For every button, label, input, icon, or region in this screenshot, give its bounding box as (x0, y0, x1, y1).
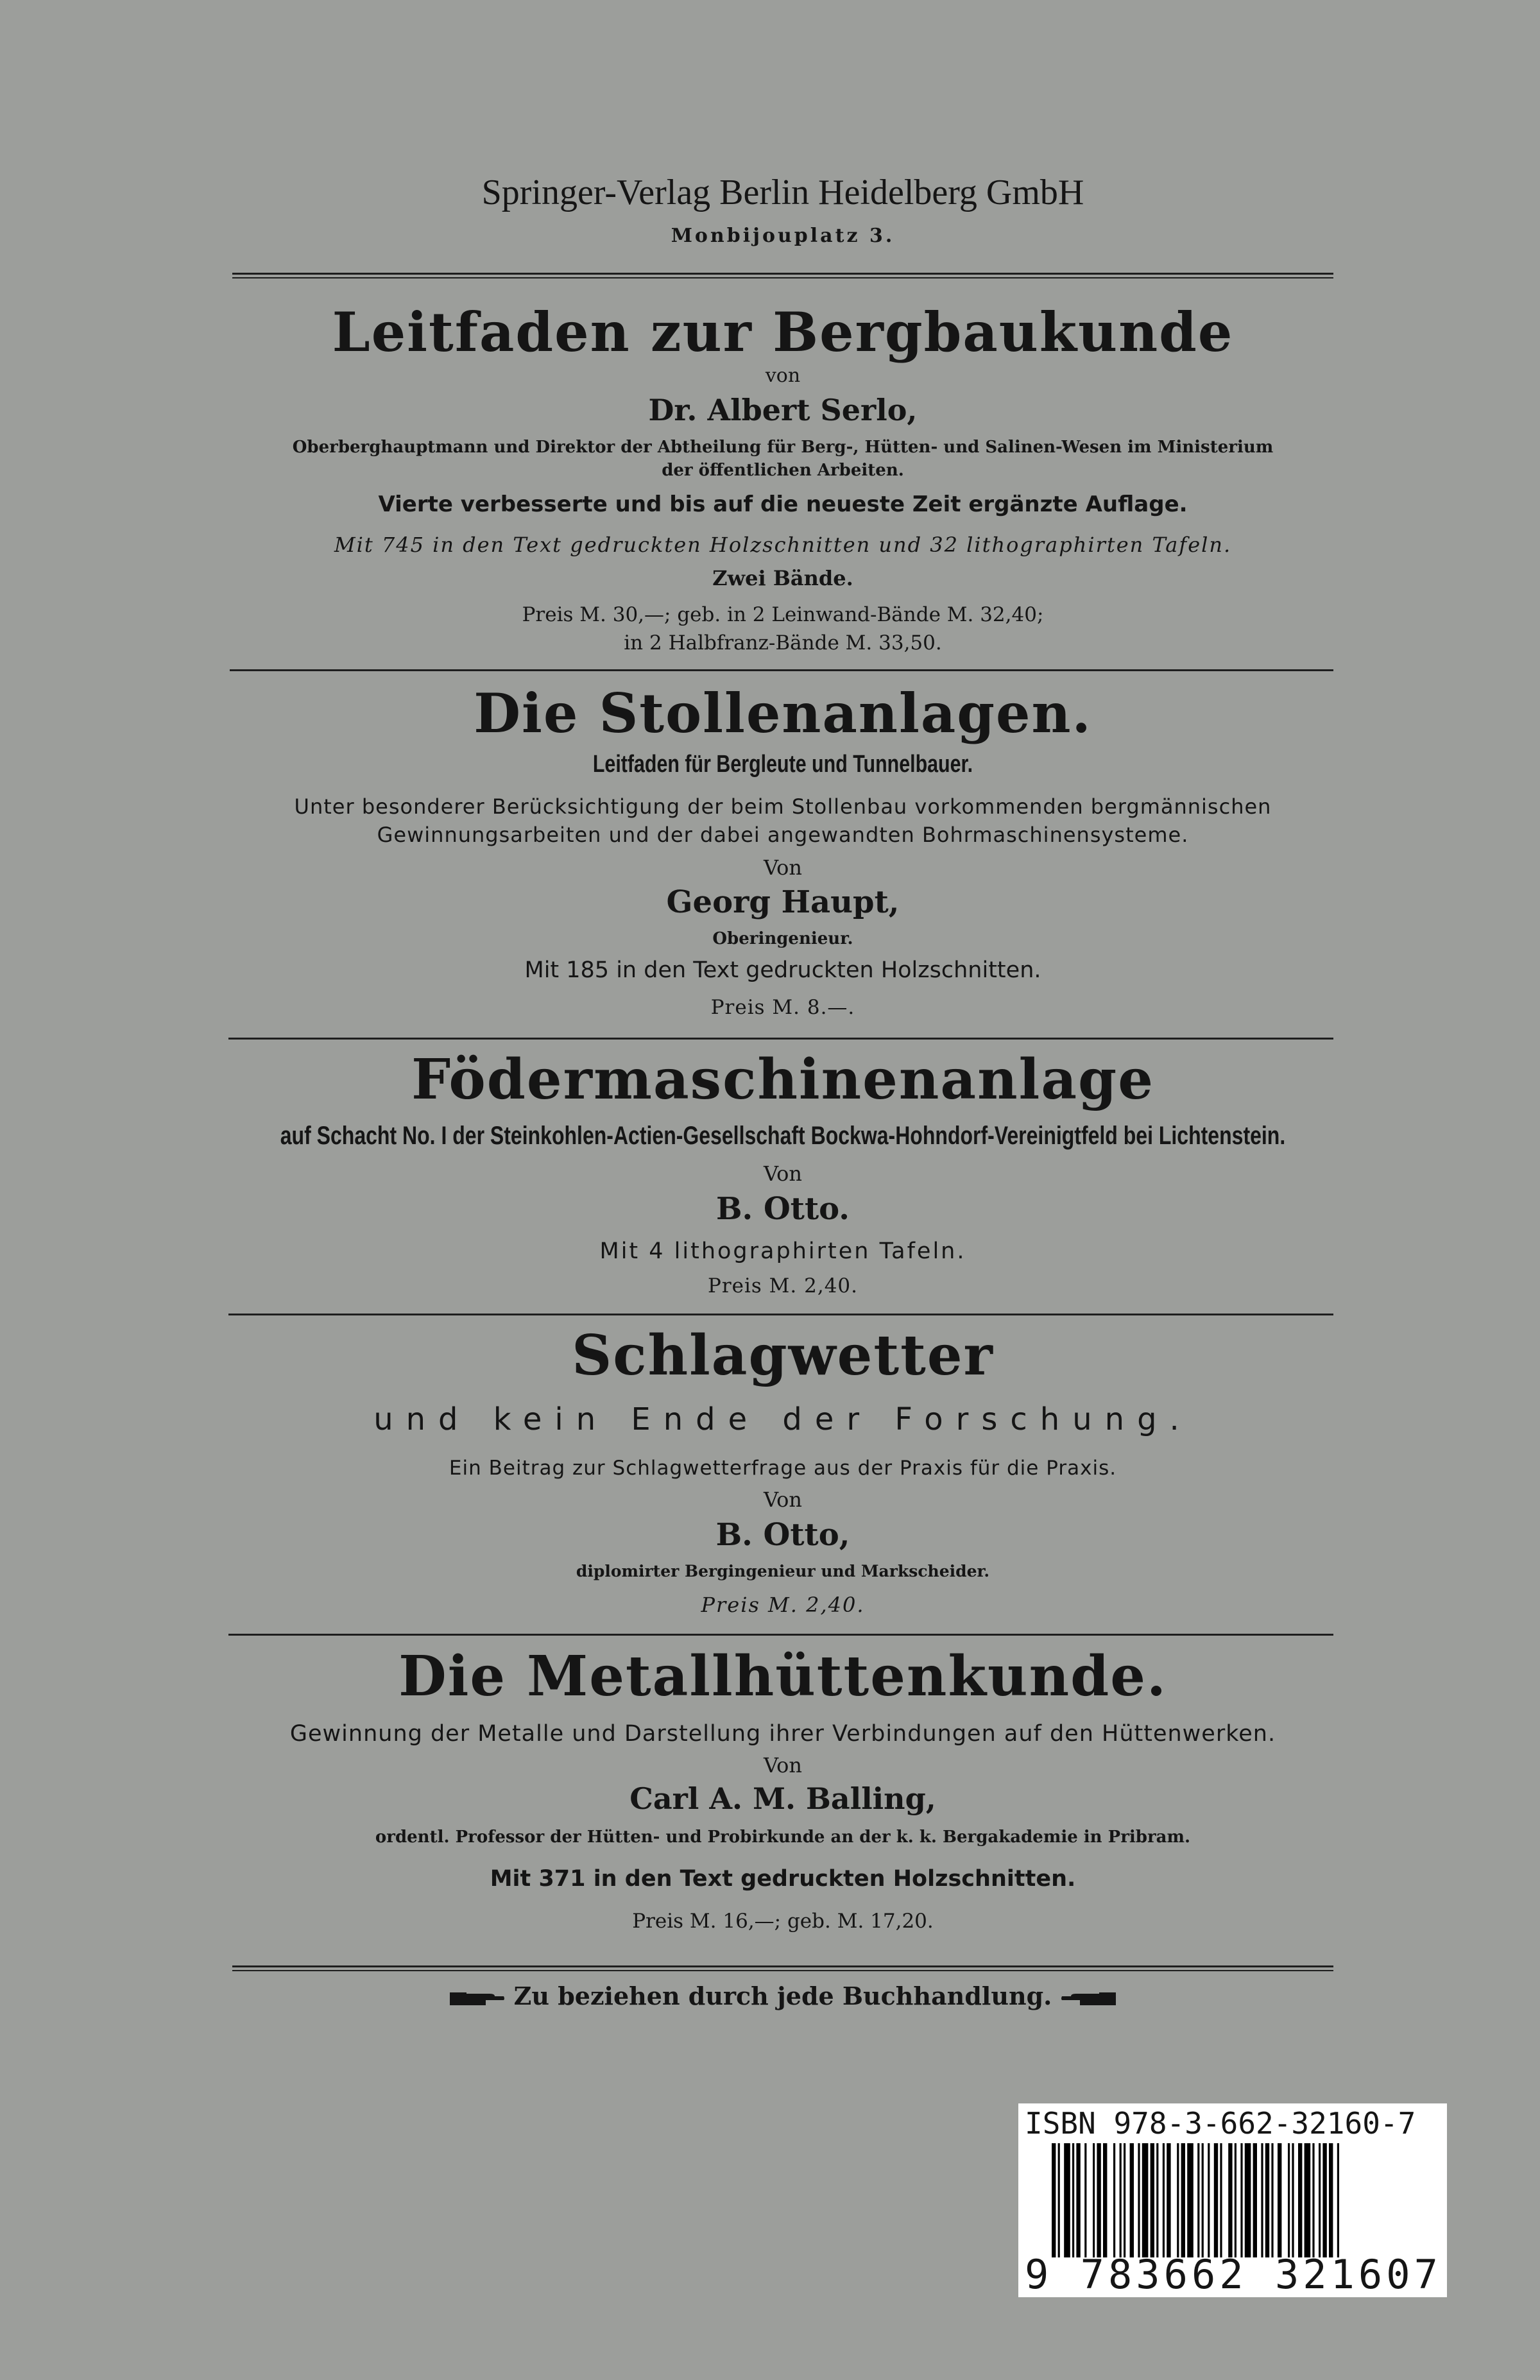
entry-4-price: Preis M. 2,40. (701, 1593, 865, 1617)
barcode-bar (1064, 2143, 1070, 2257)
separator-1 (230, 669, 1333, 671)
barcode-bar (1288, 2143, 1290, 2257)
entry-1-title: Leitfaden zur Bergbaukunde (332, 300, 1234, 364)
barcode-bar (1084, 2143, 1086, 2257)
entry-5-role: ordentl. Professor der Hütten- und Probirkunde an der k. k. Bergakademie in Pribram. (375, 1828, 1191, 1847)
entry-3-illustrations: Mit 4 lithographirten Tafeln. (599, 1238, 966, 1264)
barcode-bars (1052, 2143, 1419, 2257)
entry-2-role: Oberingenieur. (712, 929, 853, 948)
barcode-bar (1120, 2143, 1122, 2257)
barcode-bar (1138, 2143, 1140, 2257)
barcode-bar (1319, 2143, 1321, 2257)
entry-1-illustrations: Mit 745 in den Text gedruckten Holzschnitten und 32 lithographirten Tafeln. (334, 533, 1232, 557)
entry-1-role-line1: Oberberghauptmann und Direktor der Abtheilung für Berg-, Hütten- und Salinen-Wesen im Ministerium (292, 438, 1274, 457)
entry-3-subtitle: auf Schacht No. I der Steinkohlen-Actien-Gesellschaft Bockwa-Hohndorf-Vereinigtfeld bei Lichtenstein. (280, 1122, 1286, 1150)
barcode-bar (1052, 2143, 1056, 2257)
footer-notice-row (0, 1982, 1540, 2010)
entry-3-price: Preis M. 2,40. (707, 1274, 859, 1297)
entry-4-desc: Ein Beitrag zur Schlagwetterfrage aus der Praxis für die Praxis. (449, 1457, 1117, 1480)
entry-1-price-line2: in 2 Halbfranz-Bände M. 33,50. (624, 631, 942, 655)
double-rule-bottom-a (232, 1965, 1333, 1967)
entry-3-von: Von (763, 1161, 803, 1186)
entry-4-subtitle: und kein Ende der Forschung. (373, 1401, 1192, 1437)
barcode-bar (1278, 2143, 1281, 2257)
barcode-bar (1298, 2143, 1302, 2257)
barcode-bar (1240, 2143, 1242, 2257)
entry-5-price: Preis M. 16,—; geb. M. 17,20. (632, 1910, 934, 1933)
entry-2-author: Georg Haupt, (666, 884, 900, 920)
double-rule-bottom-b (232, 1970, 1333, 1971)
barcode-bar (1151, 2143, 1154, 2257)
barcode-bar (1124, 2143, 1125, 2257)
entry-1-author: Dr. Albert Serlo, (648, 393, 918, 427)
entry-4-von: Von (763, 1487, 803, 1512)
barcode-bar (1130, 2143, 1134, 2257)
entry-4-author: B. Otto, (715, 1517, 850, 1553)
barcode-bar (1253, 2143, 1257, 2257)
entry-2-desc-line2: Gewinnungsarbeiten und der dabei angewandten Bohrmaschinensysteme. (377, 823, 1189, 847)
barcode-bar (1312, 2143, 1314, 2257)
entry-2-title: Die Stollenanlagen. (474, 681, 1092, 745)
entry-5-von: Von (763, 1753, 803, 1777)
barcode-bar (1113, 2143, 1115, 2257)
barcode-bar (1261, 2143, 1263, 2257)
entry-3-title: Födermaschinenanlage (411, 1047, 1154, 1112)
barcode-bar (1329, 2143, 1333, 2257)
entry-1-edition: Vierte verbesserte und bis auf die neueste Zeit ergänzte Auflage. (378, 492, 1188, 517)
barcode-bar (1103, 2143, 1107, 2257)
entry-1-von: von (765, 364, 801, 387)
entry-1-role-line2: der öffentlichen Arbeiten. (662, 461, 904, 480)
double-rule-top-b (232, 277, 1333, 278)
barcode-bar (1220, 2143, 1222, 2257)
entry-4-role: diplomirter Bergingenieur und Markscheider. (576, 1562, 990, 1580)
barcode-label (1018, 2103, 1447, 2297)
barcode-bar (1093, 2143, 1095, 2257)
ean-digits: 9 783662 321607 (1025, 2251, 1442, 2298)
barcode-bar (1097, 2143, 1100, 2257)
pointing-hand-right-icon (450, 1990, 505, 2008)
barcode-bar (1228, 2143, 1232, 2257)
barcode-bar (1076, 2143, 1080, 2257)
publisher-address: Monbijouplatz 3. (671, 225, 895, 247)
entry-3-author: B. Otto. (715, 1191, 850, 1227)
barcode-bar (1142, 2143, 1149, 2257)
barcode-bar (1197, 2143, 1199, 2257)
barcode-bar (1337, 2143, 1339, 2257)
entry-2-desc-line1: Unter besonderer Berücksichtigung der beim Stollenbau vorkommenden bergmännischen (294, 794, 1272, 819)
barcode-bar (1271, 2143, 1273, 2257)
entry-2-illustrations: Mit 185 in den Text gedruckten Holzschnitten. (524, 957, 1041, 983)
isbn-number: ISBN 978-3-662-32160-7 (1025, 2106, 1416, 2141)
barcode-bar (1177, 2143, 1179, 2257)
entry-5-title: Die Metallhüttenkunde. (398, 1644, 1167, 1709)
barcode-bar (1292, 2143, 1294, 2257)
entry-1-price-line1: Preis M. 30,—; geb. in 2 Leinwand-Bände M. 32,40; (522, 603, 1044, 626)
footer-notice: Zu beziehen durch jede Buchhandlung. (513, 1982, 1052, 2010)
entry-4-title: Schlagwetter (572, 1323, 994, 1388)
barcode-bar (1072, 2143, 1074, 2257)
entry-2-von: Von (763, 855, 803, 880)
barcode-bar (1167, 2143, 1170, 2257)
barcode-bar (1156, 2143, 1158, 2257)
entry-2-price: Preis M. 8.—. (710, 996, 855, 1019)
pointing-hand-left-icon (1061, 1990, 1116, 2008)
entry-1-volumes: Zwei Bände. (712, 566, 853, 590)
separator-4 (228, 1634, 1333, 1636)
entry-2-subtitle: Leitfaden für Bergleute und Tunnelbauer. (592, 751, 973, 778)
separator-3 (228, 1314, 1333, 1315)
barcode-bar (1208, 2143, 1210, 2257)
entry-5-desc: Gewinnung der Metalle und Darstellung ihrer Verbindungen auf den Hüttenwerken. (289, 1721, 1276, 1747)
barcode-bar (1202, 2143, 1204, 2257)
barcode-bar (1305, 2143, 1311, 2257)
barcode-bar (1058, 2143, 1060, 2257)
barcode-bar (1265, 2143, 1269, 2257)
barcode-bar (1214, 2143, 1218, 2257)
entry-5-illustrations: Mit 371 in den Text gedruckten Holzschnitten. (490, 1866, 1076, 1892)
barcode-bar (1235, 2143, 1236, 2257)
barcode-bar (1322, 2143, 1326, 2257)
separator-2 (228, 1038, 1333, 1040)
publisher-name: Springer-Verlag Berlin Heidelberg GmbH (481, 173, 1084, 212)
barcode-bar (1181, 2143, 1185, 2257)
barcode-bar (1245, 2143, 1251, 2257)
entry-5-author: Carl A. M. Balling, (629, 1781, 936, 1816)
double-rule-top-a (232, 273, 1333, 275)
barcode-bar (1163, 2143, 1165, 2257)
barcode-bar (1187, 2143, 1194, 2257)
